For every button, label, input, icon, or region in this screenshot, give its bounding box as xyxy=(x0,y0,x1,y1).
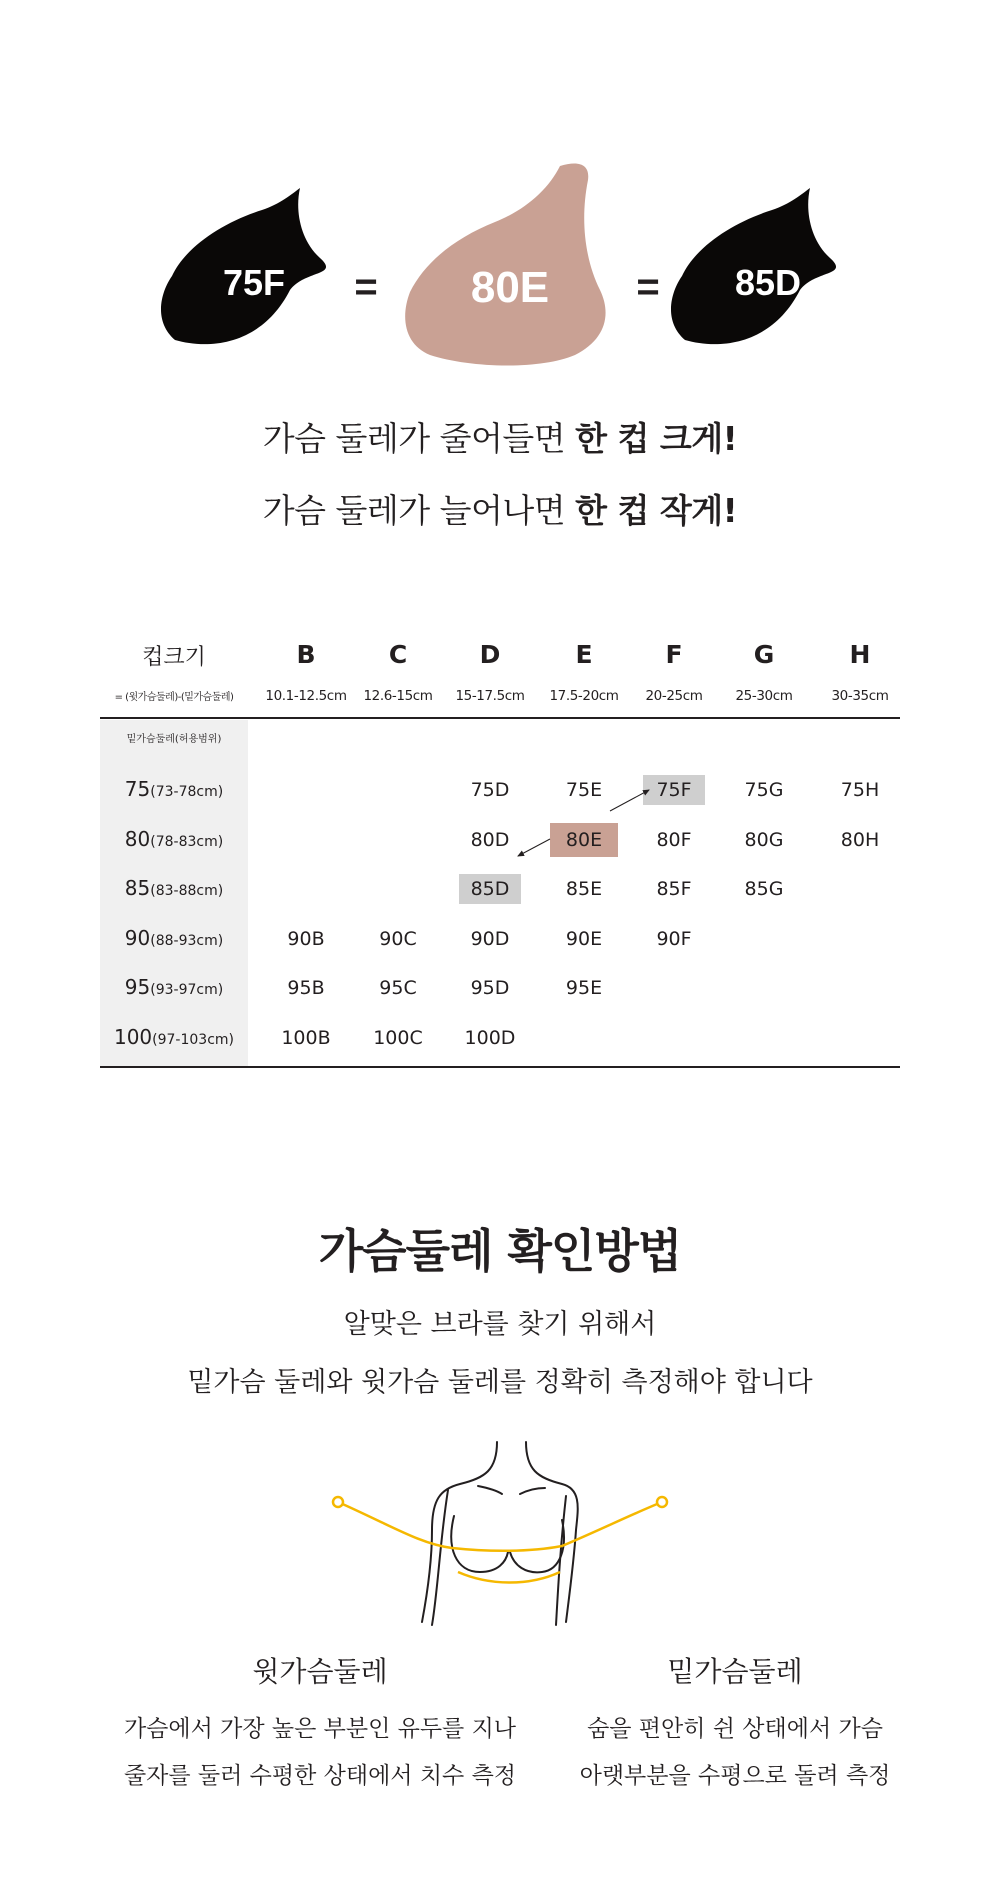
cup-formula: = (윗가슴둘레)-(밑가슴둘레) xyxy=(114,692,234,703)
torso-measurement-illustration xyxy=(320,1440,680,1630)
column-letter: F xyxy=(665,640,683,669)
tagline-1-prefix: 가슴 둘레가 줄어들면 xyxy=(262,419,576,458)
measurement-subtitle-1: 알맞은 브라를 찾기 위해서 xyxy=(343,1309,657,1340)
column-letter: G xyxy=(753,640,775,669)
column-letter: C xyxy=(388,640,408,669)
band-range: (78-83cm) xyxy=(150,834,224,850)
measurement-subtitle-2: 밑가슴 둘레와 윗가슴 둘레를 정확히 측정해야 합니다 xyxy=(187,1367,813,1398)
cup-size-header: 컵크기 xyxy=(142,645,206,670)
under-bust-title: 밑가슴둘레 xyxy=(667,1655,803,1688)
column-range: 30-35cm xyxy=(831,688,889,704)
band-size: 100 xyxy=(113,1025,153,1049)
band-range: (93-97cm) xyxy=(150,982,224,998)
arrow-to-75F xyxy=(610,790,649,811)
column-range: 10.1-12.5cm xyxy=(265,688,347,704)
size-cell: 100C xyxy=(373,1027,423,1049)
column-letter: H xyxy=(849,640,871,669)
upper-bust-description xyxy=(110,1706,530,1800)
tagline-larger-band xyxy=(0,485,1000,532)
size-cell: 75H xyxy=(840,779,880,801)
band-size: 85 xyxy=(124,876,151,900)
column-range: 20-25cm xyxy=(645,688,703,704)
column-range: 25-30cm xyxy=(735,688,793,704)
size-cell: 80F xyxy=(656,829,692,851)
size-cell: 75D xyxy=(470,779,510,801)
size-cell: 90D xyxy=(470,928,510,950)
size-cell: 80D xyxy=(470,829,510,851)
torso-outline-right xyxy=(526,1442,578,1622)
size-cell: 75E xyxy=(565,779,603,801)
cup-label-right: 85D xyxy=(734,262,802,303)
size-cell: 90C xyxy=(379,928,417,950)
tagline-smaller-band xyxy=(0,413,1000,460)
size-cell: 85E xyxy=(565,878,603,900)
sister-size-arrows xyxy=(100,630,900,1070)
size-cell: 95C xyxy=(379,977,417,999)
band-size: 90 xyxy=(124,926,151,950)
band-range: (73-78cm) xyxy=(150,784,224,800)
cup-label-center: 80E xyxy=(470,263,550,312)
upper-bust-desc-line-1: 가슴에서 가장 높은 부분인 유두를 지나 xyxy=(123,1716,517,1742)
size-cell: 80E xyxy=(550,823,618,857)
size-cell: 85D xyxy=(459,874,521,904)
measurement-title: 가슴둘레 확인방법 xyxy=(318,1224,682,1278)
column-letter: B xyxy=(296,640,316,669)
torso-outline-left xyxy=(422,1442,497,1622)
band-range: (83-88cm) xyxy=(150,883,224,899)
size-cell: 85F xyxy=(656,878,692,900)
breast-left xyxy=(451,1516,508,1572)
band-range: (97-103cm) xyxy=(152,1032,235,1048)
tape-under xyxy=(458,1572,560,1583)
size-cell: 80H xyxy=(840,829,880,851)
size-cell: 75F xyxy=(643,775,705,805)
arm-right xyxy=(556,1496,566,1625)
column-letter: E xyxy=(575,640,593,669)
collarbone-right xyxy=(520,1488,545,1494)
size-cell: 95E xyxy=(565,977,603,999)
tape-upper xyxy=(338,1502,662,1551)
cup-label-left: 75F xyxy=(222,262,286,303)
collarbone-left xyxy=(478,1486,502,1494)
arrow-to-85D xyxy=(518,839,550,856)
tape-end-right xyxy=(657,1497,667,1507)
size-cell: 85G xyxy=(744,878,784,900)
band-caption: 밑가슴둘레(허용범위) xyxy=(126,734,222,745)
tagline-1-bold: 한 컵 크게! xyxy=(575,419,738,458)
column-letter: D xyxy=(479,640,501,669)
equals-sign-2: = xyxy=(636,265,660,309)
size-cell: 100B xyxy=(281,1027,331,1049)
size-table xyxy=(100,630,900,1070)
size-cell: 90E xyxy=(565,928,603,950)
band-size: 80 xyxy=(124,827,151,851)
size-cell: 95D xyxy=(470,977,510,999)
band-size: 75 xyxy=(124,777,151,801)
equals-sign-1: = xyxy=(354,265,378,309)
column-range: 12.6-15cm xyxy=(363,688,433,704)
under-bust-description xyxy=(525,1706,945,1800)
size-cell: 95B xyxy=(287,977,325,999)
under-bust-desc-line-1: 숨을 편안히 쉰 상태에서 가슴 xyxy=(587,1716,883,1742)
band-range: (88-93cm) xyxy=(150,933,224,949)
size-cell: 90F xyxy=(656,928,692,950)
under-bust-desc-line-2: 아랫부분을 수평으로 돌려 측정 xyxy=(579,1763,891,1789)
upper-bust-desc-line-2: 줄자를 둘러 수평한 상태에서 치수 측정 xyxy=(123,1763,517,1789)
band-size: 95 xyxy=(124,975,151,999)
size-cell: 80G xyxy=(744,829,784,851)
size-cell: 100D xyxy=(464,1027,516,1049)
column-range: 17.5-20cm xyxy=(549,688,619,704)
tagline-2-bold: 한 컵 작게! xyxy=(575,491,738,530)
size-cell: 75G xyxy=(744,779,784,801)
tagline-2-prefix: 가슴 둘레가 늘어나면 xyxy=(262,491,576,530)
column-range: 15-17.5cm xyxy=(455,688,525,704)
cup-equivalence-illustration xyxy=(0,0,1000,400)
upper-bust-title: 윗가슴둘레 xyxy=(252,1655,388,1688)
tape-end-left xyxy=(333,1497,343,1507)
size-cell: 90B xyxy=(287,928,325,950)
